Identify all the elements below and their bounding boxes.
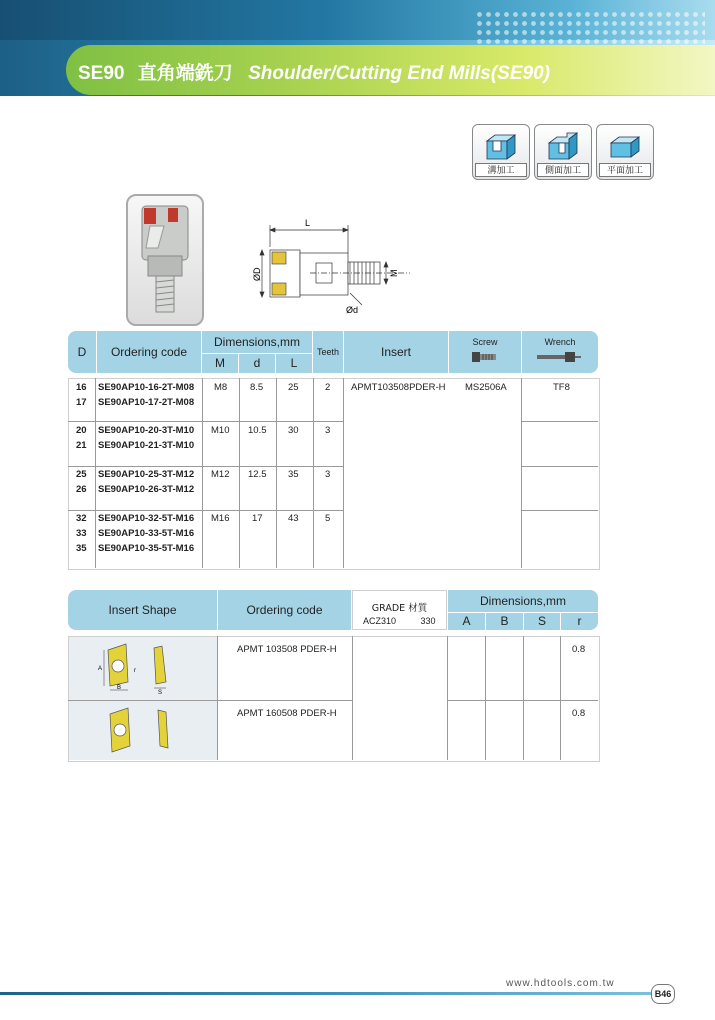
col-divider [523,636,524,760]
icon-label: 側面加工 [537,163,589,177]
col-divider [521,378,522,568]
d-value: 32 [76,513,87,524]
decorative-dots [475,10,705,44]
teeth-value: 5 [325,513,331,524]
label-M: M [389,269,399,277]
teeth-value: 3 [325,425,331,436]
screw-value: MS2506A [465,382,507,393]
footer-url: www.hdtools.com.tw [506,978,615,989]
slot-machining-icon [485,131,517,161]
footer-line [0,992,655,995]
col-divider [202,378,203,568]
ordering-code: SE90AP10-25-3T-M12 [98,469,195,480]
header-insert: Insert [344,331,448,373]
page-number: B46 [651,984,675,1004]
title-chinese: 直角端銑刀 [137,62,233,84]
insert-shape-2-icon [104,706,184,756]
face-machining-icon [609,131,641,161]
row-divider [68,466,343,467]
header-teeth: Teeth [313,331,343,373]
dim-label-r: r [134,668,136,674]
header-dimensions: Dimensions,mm [202,331,312,353]
insert-ordering-code: APMT 103508 PDER-H [237,644,337,655]
grade-code: ACZ310 [363,616,397,626]
l-value: 35 [288,469,299,480]
side-machining-icon [547,131,579,161]
dim-label-B: B [117,685,122,691]
row-divider [68,510,343,511]
screw-icon [470,350,500,364]
d-value: 26 [76,484,87,495]
technical-drawing [250,215,420,320]
header-B: B [486,613,523,630]
ordering-code: SE90AP10-16-2T-M08 [98,382,195,393]
icon-label: 平面加工 [599,163,651,177]
grade-num: 330 [420,616,436,626]
r-value: 0.8 [572,644,586,655]
slot-machining-badge [472,124,530,180]
icon-label: 溝加工 [475,163,527,177]
header-d: d [239,354,275,373]
small-d-value: 8.5 [250,382,264,393]
dim-label-A: A [98,666,103,672]
d-value: 21 [76,440,87,451]
col-divider [447,636,448,760]
col-divider [217,636,218,760]
side-machining-badge [534,124,592,180]
row-divider [521,466,598,467]
col-divider [352,636,353,760]
teeth-value: 2 [325,382,331,393]
label-D: ØD [252,267,262,281]
wrench-icon [535,350,585,364]
header-wrench-cell [522,331,598,373]
ordering-code: SE90AP10-20-3T-M10 [98,425,195,436]
ordering-code: SE90AP10-21-3T-M10 [98,440,195,451]
col-divider [313,378,314,568]
header-wrench: Wrench [544,337,576,347]
header-D: D [68,331,96,373]
row-divider [447,700,598,701]
header-M: M [202,354,238,373]
title-english: Shoulder/Cutting End Mills(SE90) [248,63,550,84]
header-screw-cell [449,331,521,373]
ordering-code: SE90AP10-35-5T-M16 [98,543,195,554]
small-d-value: 12.5 [248,469,267,480]
teeth-value: 3 [325,469,331,480]
insert-shape-1-icon [96,642,192,694]
l-value: 25 [288,382,299,393]
col-divider [95,378,96,568]
d-value: 16 [76,382,87,393]
row-divider [68,700,352,701]
header-ordering-code-2: Ordering code [218,590,351,630]
header-screw: Screw [472,337,498,347]
dim-label-S: S [158,690,163,694]
col-divider [485,636,486,760]
wrench-value: TF8 [553,382,570,393]
small-d-value: 10.5 [248,425,267,436]
row-divider [521,421,598,422]
d-value: 33 [76,528,87,539]
m-value: M16 [211,513,230,524]
ordering-code: SE90AP10-26-3T-M12 [98,484,195,495]
row-divider [68,421,343,422]
header-insert-shape: Insert Shape [68,590,217,630]
m-value: M8 [214,382,228,393]
l-value: 43 [288,513,299,524]
small-d-value: 17 [252,513,263,524]
page-title [78,58,550,85]
d-value: 17 [76,397,87,408]
header-r: r [561,613,598,630]
insert-ordering-code: APMT 160508 PDER-H [237,708,337,719]
header-ordering-code: Ordering code [97,331,201,373]
col-divider [239,378,240,568]
ordering-code: SE90AP10-33-5T-M16 [98,528,195,539]
col-divider [560,636,561,760]
label-L: L [305,218,311,228]
d-value: 35 [76,543,87,554]
ordering-code: SE90AP10-17-2T-M08 [98,397,195,408]
header-A: A [448,613,485,630]
m-value: M10 [211,425,230,436]
grade-row [353,616,446,626]
face-machining-badge [596,124,654,180]
l-value: 30 [288,425,299,436]
header-grade: GRADE 材質 [371,603,428,614]
d-value: 25 [76,469,87,480]
m-value: M12 [211,469,230,480]
r-value: 0.8 [572,708,586,719]
col-divider [276,378,277,568]
header-grade-cell [352,590,447,630]
header-dimensions-2: Dimensions,mm [448,590,598,612]
insert-value: APMT103508PDER-H [351,382,446,393]
col-divider [343,378,344,568]
title-code: SE90 [78,63,125,84]
ordering-code: SE90AP10-32-5T-M16 [98,513,195,524]
end-mill-photo-icon [128,196,202,324]
label-d: Ød [346,305,359,315]
d-value: 20 [76,425,87,436]
header-L: L [276,354,312,373]
header-S: S [524,613,560,630]
row-divider [521,510,598,511]
product-photo [126,194,204,326]
